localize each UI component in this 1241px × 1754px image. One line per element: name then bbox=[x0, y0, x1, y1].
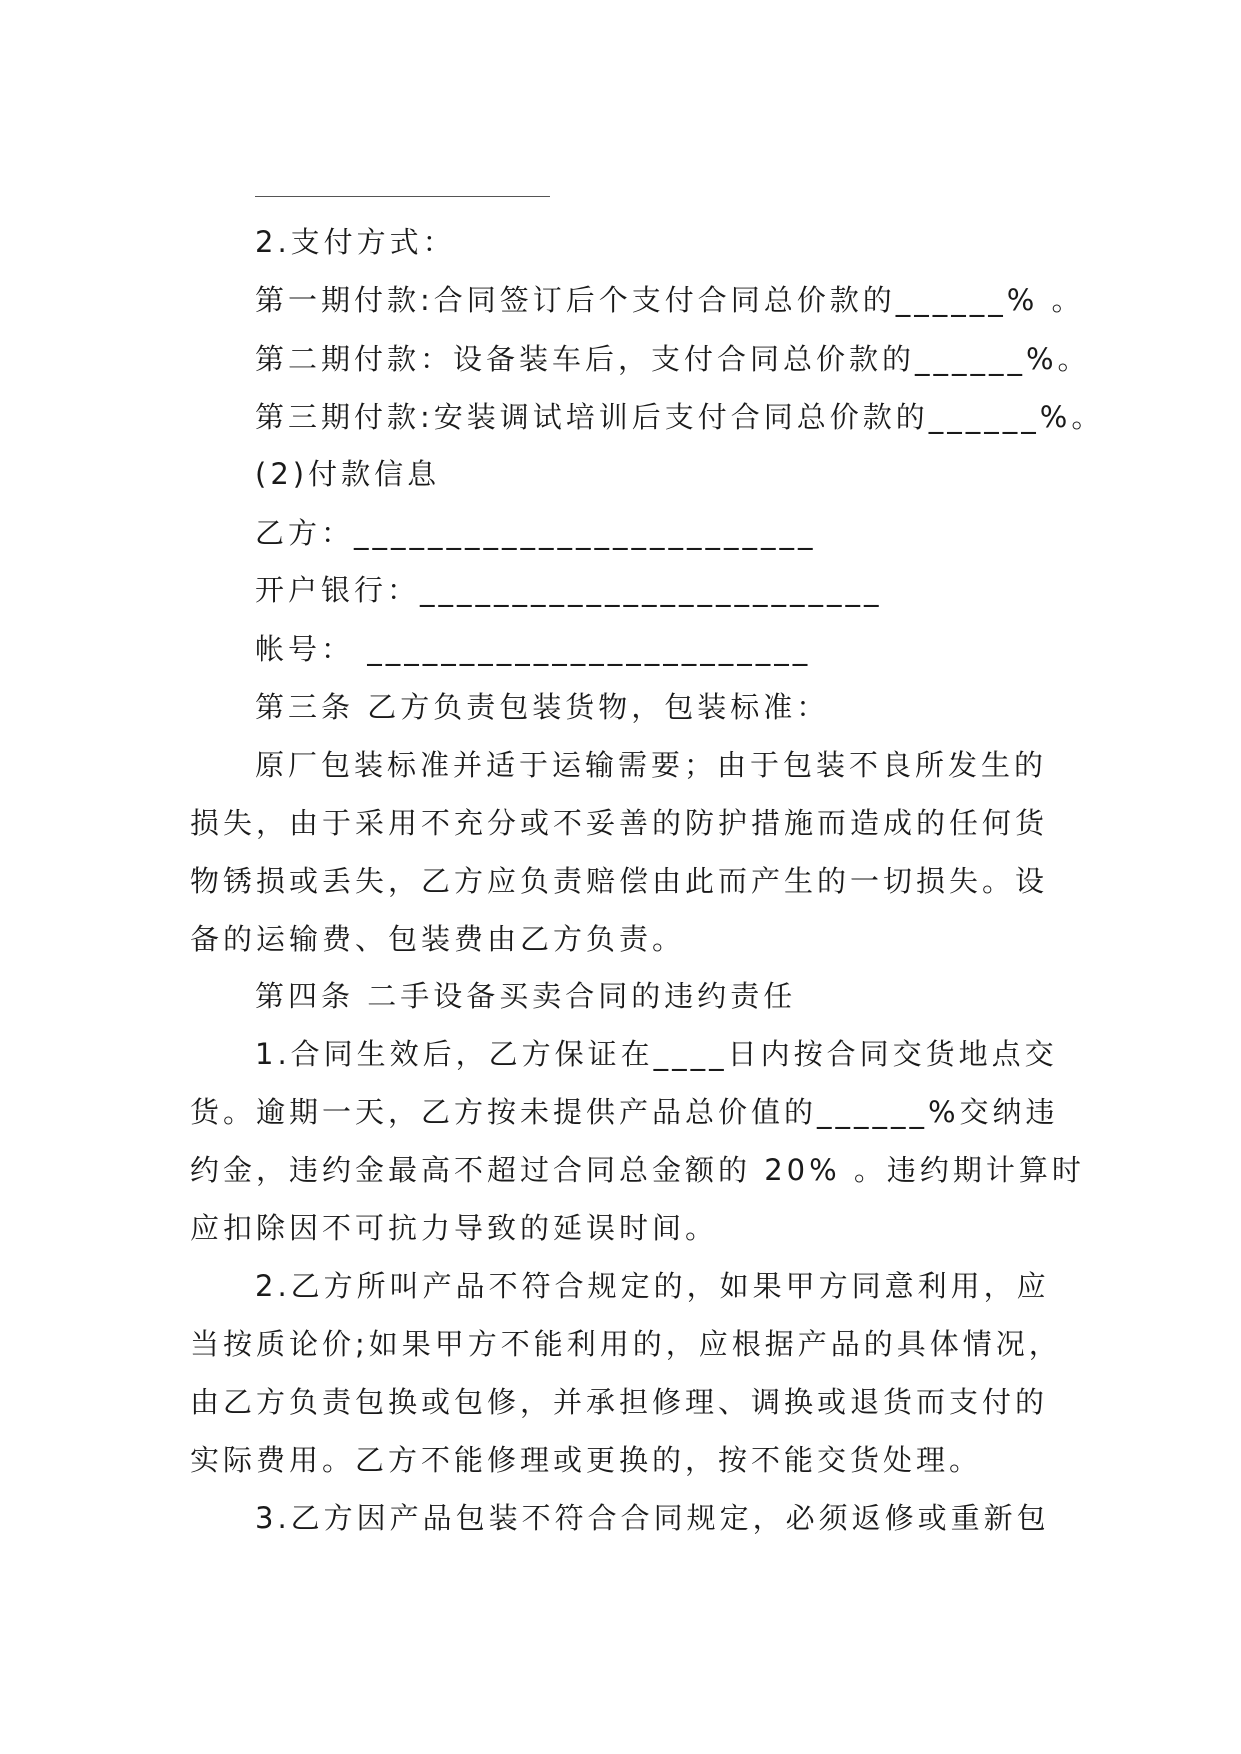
article4-clause3-line: 3.乙方因产品包装不符合合同规定，必须返修或重新包 bbox=[255, 1501, 1050, 1535]
article4-heading: 第四条 二手设备买卖合同的违约责任 bbox=[255, 979, 797, 1013]
blank-underline bbox=[255, 196, 550, 197]
article4-clause1-line: 货。逾期一天，乙方按未提供产品总价值的______%交纳违 bbox=[190, 1095, 1059, 1129]
account-field: 帐号： ________________________ bbox=[255, 632, 812, 666]
article4-clause2-line: 2.乙方所叫产品不符合规定的，如果甲方同意利用，应 bbox=[255, 1269, 1050, 1303]
article3-line: 物锈损或丢失，乙方应负责赔偿由此而产生的一切损失。设 bbox=[190, 864, 1049, 898]
article3-heading: 第三条 乙方负责包装货物，包装标准： bbox=[255, 690, 830, 724]
payment-installment-1: 第一期付款:合同签订后个支付合同总价款的______% 。 bbox=[255, 283, 1085, 317]
payment-info-heading: (2)付款信息 bbox=[255, 457, 441, 491]
article4-clause2-line: 实际费用。乙方不能修理或更换的，按不能交货处理。 bbox=[190, 1443, 983, 1477]
article3-line: 原厂包装标准并适于运输需要；由于包装不良所发生的 bbox=[255, 748, 1048, 782]
payment-installment-3: 第三期付款:安装调试培训后支付合同总价款的______%。 bbox=[255, 400, 1105, 434]
party-b-field: 乙方：_________________________ bbox=[255, 516, 817, 550]
article3-line: 备的运输费、包装费由乙方负责。 bbox=[190, 922, 686, 956]
payment-installment-2: 第二期付款：设备装车后，支付合同总价款的______%。 bbox=[255, 342, 1091, 376]
article3-line: 损失，由于采用不充分或不妥善的防护措施而造成的任何货 bbox=[190, 806, 1049, 840]
article4-clause2-line: 当按质论价;如果甲方不能利用的，应根据产品的具体情况， bbox=[190, 1327, 1062, 1361]
article4-clause1-line: 约金，违约金最高不超过合同总金额的 20% 。违约期计算时 bbox=[190, 1153, 1085, 1187]
article4-clause1-line: 应扣除因不可抗力导致的延误时间。 bbox=[190, 1211, 719, 1245]
payment-heading: 2.支付方式： bbox=[255, 225, 456, 259]
article4-clause1-line: 1.合同生效后，乙方保证在____日内按合同交货地点交 bbox=[255, 1037, 1058, 1071]
bank-field: 开户银行：_________________________ bbox=[255, 573, 883, 607]
article4-clause2-line: 由乙方负责包换或包修，并承担修理、调换或退货而支付的 bbox=[190, 1385, 1049, 1419]
